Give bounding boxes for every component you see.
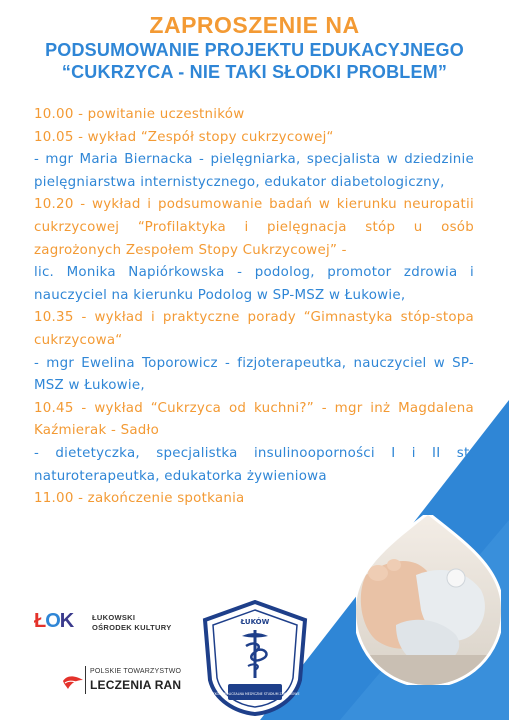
emblem-bottom-text: SZKOŁA POLICEALNA MEDYCZNE STUDIUM ZAWODOWE (210, 692, 300, 696)
ptlr-logo-icon (62, 672, 84, 692)
program-item: 10.00 - powitanie uczestników (34, 107, 245, 122)
ptlr-logo-line2: LECZENIA RAN (90, 678, 182, 692)
ptlr-logo-line1: POLSKIE TOWARZYSTWO (90, 668, 182, 675)
emblem-top-text: ŁUKÓW (240, 618, 270, 626)
school-emblem (200, 600, 310, 716)
program-item: - dietetyczka, specjalistka insulinooporności I i II st. naturoterapeutka, edukatorka żywieniowa (34, 445, 474, 484)
program-item: 10.05 - wykład “Zespół stopy cukrzycowej“ (34, 129, 334, 145)
program-list (34, 104, 474, 511)
lok-logo (34, 610, 184, 638)
foot-care-photo (356, 515, 501, 685)
lok-logo-mark (34, 610, 73, 633)
program-item: - mgr Maria Biernacka - pielęgniarka, specjalista w dziedzinie pielęgniarstwa internistycznego, edukator diabetologiczny, (34, 152, 474, 190)
lok-logo-letter: Ł (34, 610, 46, 632)
lok-logo-line1: ŁUKOWSKI (92, 613, 136, 622)
page-subtitle-line1: PODSUMOWANIE PROJEKTU EDUKACYJNEGO (45, 40, 464, 60)
lok-logo-text (92, 613, 172, 633)
page-title: ZAPROSZENIE NA (149, 12, 360, 38)
program-item: 10.20 - wykład i podsumowanie badań w kierunku neuropatii cukrzycowej “Profilaktyka i pielęgnacja stóp u osób zagrożonych Zespołem Stopy Cukrzycowej” - (34, 197, 474, 258)
program-item: 11.00 - zakończenie spotkania (34, 491, 245, 507)
program-item: lic. Monika Napiórkowska - podolog, promotor zdrowia i nauczyciel na kierunku Podolog w SP-MSZ w Łukowie, (34, 265, 474, 303)
page-subtitle-line2: “CUKRZYCA - NIE TAKI SŁODKI PROBLEM” (61, 62, 448, 82)
divider (85, 666, 86, 694)
ptlr-logo (62, 666, 212, 696)
program-item: 10.35 - wykład i praktyczne porady “Gimnastyka stóp-stopa cukrzycowa“ (34, 310, 474, 348)
lok-logo-letter: O (45, 610, 60, 632)
lok-logo-letter: K (59, 610, 74, 632)
program-item: - mgr Ewelina Toporowicz - fizjoterapeutka, nauczyciel w SP-MSZ w Łukowie, (34, 355, 474, 394)
lok-logo-line2: OŚRODEK KULTURY (92, 623, 172, 632)
header (0, 12, 509, 83)
program-item: 10.45 - wykład “Cukrzyca od kuchni?” - mgr inż Magdalena Kaźmierak - Sadło (34, 400, 474, 439)
